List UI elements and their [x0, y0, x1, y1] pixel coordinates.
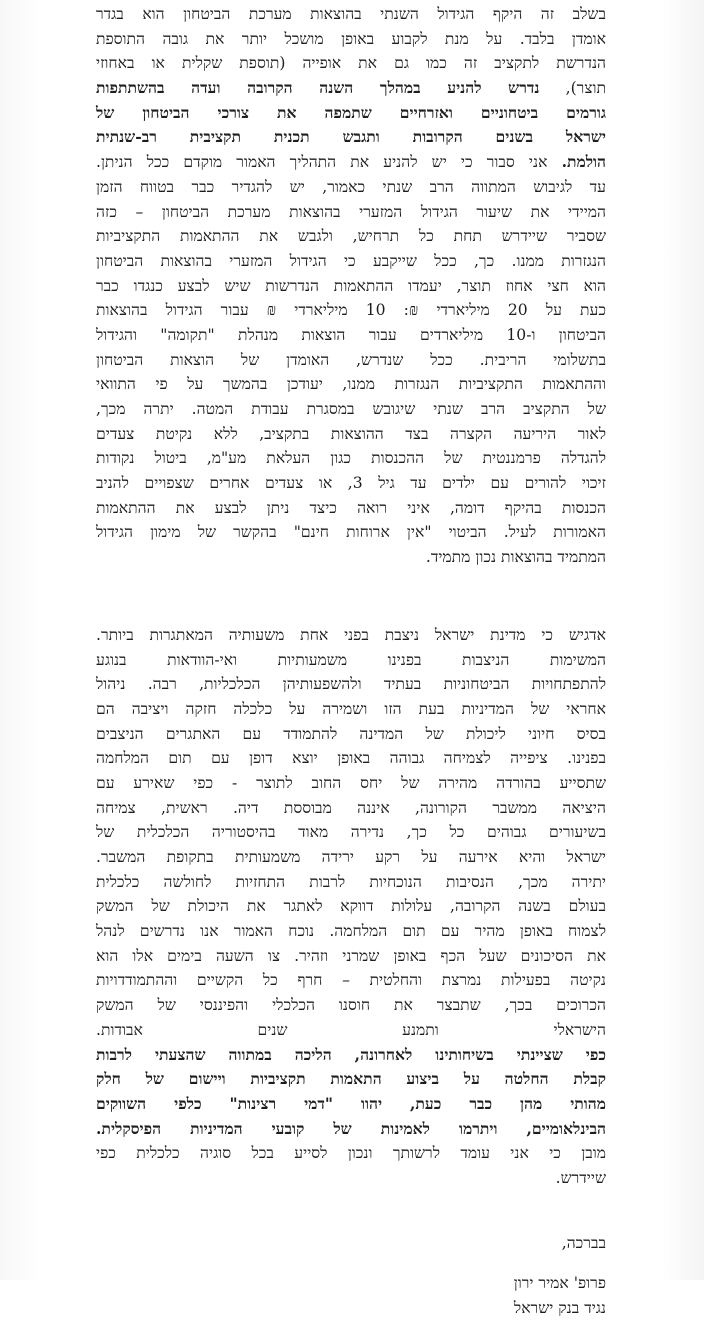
text-line — [96, 76, 606, 101]
text-line — [96, 101, 606, 126]
closing-spacer — [96, 1191, 606, 1231]
text-segment: הישראלי ותמנע שנים אבודות. — [96, 1020, 606, 1039]
text-segment: להגדלה פרמננטית של ההכנסות כגון העלאת מע"מ, ביטול נקודות — [96, 449, 606, 468]
text-line — [96, 796, 606, 821]
text-segment: של התקציב הרב שנתי שיגובש במסגרת עבודת המטה. יתרה מכך, — [96, 400, 606, 418]
text-line — [96, 1166, 606, 1191]
bold-text-segment: ישראל בשנים הקרובות ותגבש תכנית תקציבית רב-שנתית — [96, 127, 606, 147]
text-line — [96, 471, 606, 496]
text-line — [96, 348, 606, 373]
text-segment: בתשלומי הריבית. ככל שנדרש, האומדן של הוצאות הביטחון — [96, 350, 606, 369]
text-segment: הנגזרות ממנו. כך, ככל שייקבע כי הגידול המזערי בהוצאות הביטחון — [96, 251, 606, 270]
text-segment: הכרוכים בכך, שתבצר את חוסנו הכלכלי והפיננסי של המשק — [96, 996, 606, 1015]
text-segment: אדגיש כי מדינת ישראל ניצבת בפני אחת משעותיה המאתגרות ביותר. — [96, 625, 606, 644]
text-line — [96, 722, 606, 747]
text-segment: בעולם בשנה הקרובה, עלולות דווקא לאתגר את היכולת של המשק — [96, 897, 606, 916]
text-line — [96, 2, 606, 27]
text-line — [96, 496, 606, 521]
text-segment: שסביר שיידרש תחת כל תרחיש, ולגבש את ההתאמות התקציביות — [96, 227, 606, 246]
text-line — [96, 446, 606, 471]
text-segment: וההתאמות התקציביות הנגזרות ממנו, יעודכן בהמשך על פי התוואי — [96, 375, 606, 394]
text-segment: ישראל והיא אירעה על רקע ירידה משמעותית בתקופת המשבר. — [96, 848, 606, 866]
text-segment: לאור היריעה הקצרה בצד ההוצאות בתקציב, ללא נקיטת צעדים — [96, 424, 606, 443]
paragraph-spacer — [96, 570, 606, 623]
text-line — [96, 1117, 606, 1142]
closing-block — [96, 1231, 606, 1321]
text-line — [96, 845, 606, 870]
text-segment: היציאה ממשבר הקורונה, איננה מבוססת דיה. ראשית, צמיחה — [96, 798, 606, 817]
text-line — [96, 298, 606, 323]
text-line — [96, 870, 606, 895]
text-line — [96, 397, 606, 422]
text-line — [96, 1018, 606, 1043]
bold-text-segment: גורמים ביטחוניים ואזרחיים שתמפה את צורכי הביטחון של — [96, 102, 606, 122]
text-line — [96, 993, 606, 1018]
text-segment: אחראי של המדיניות בעת הזו ושמירה על כלכלה חזקה ויציבה הם — [96, 699, 606, 718]
text-line — [96, 249, 606, 274]
text-line — [96, 372, 606, 397]
bold-text-segment: הולמת. — [561, 152, 606, 172]
text-segment: הנדרשת לתקציב זה כמו גם את אופייה (תוספת שקלית או באחוזי — [96, 54, 606, 73]
text-segment: בשיעורים גבוהים כל כך, נדירה מאוד בהיסטוריה הכלכלית של — [96, 823, 606, 842]
text-line — [96, 1043, 606, 1068]
text-line — [96, 820, 606, 845]
text-segment: כעת על 20 מיליארדי ₪: 10 מיליארדי ₪ עבור הגידול בהוצאות — [96, 301, 606, 320]
text-segment: אני סבור כי יש להניע את התהליך האמור מוקדם ככל הניתן. — [96, 153, 562, 172]
text-segment: שיידרש. — [555, 1168, 606, 1187]
bold-text-segment: מהותי מהן כבר כעת, יהוו "דמי רצינות" כלפי השווקים — [96, 1093, 606, 1113]
letter-page — [96, 2, 606, 1321]
text-segment: המשימות הניצבות בפנינו משמעותיות ואי-הוודאות בנוגע — [96, 650, 606, 669]
bold-text-segment: קבלת החלטה על ביצוע התאמות תקציביות ויישום של חלק — [96, 1069, 606, 1089]
text-line — [96, 520, 606, 545]
text-segment: שתסייע בהורדה מהירה של יחס החוב לתוצר - כפי שאירע עם — [96, 773, 606, 792]
text-line — [96, 944, 606, 969]
text-line — [96, 672, 606, 697]
text-line — [96, 150, 606, 175]
signature-spacer — [96, 1255, 606, 1271]
text-segment: את הסיכונים שעל הכף באופן שמרני וזהיר. צו השעה בימים אלו הוא — [96, 946, 606, 965]
text-segment: הכנסות בהיקף דומה, איני רואה כיצד ניתן לבצע את ההתאמות — [96, 498, 606, 517]
text-line — [96, 746, 606, 771]
text-segment: הוא חצי אחוז תוצר, יעמדו ההתאמות הנדרשות שיש לבצע כנגדו כבר — [96, 276, 606, 295]
text-segment: לצמוח באופן מהיר עם תום המלחמה. נוכח האמור אנו נדרשים לנהל — [96, 922, 606, 941]
text-segment: המתמיד בהוצאות נכון מתמיד. — [425, 548, 606, 567]
bold-text-segment: כפי שציינתי בשיחותינו לאחרונה, הליכה במתווה שהצעתי לרבות — [96, 1044, 606, 1064]
bold-text-segment: הבינלאומיים, ויתרמו לאמינות של קובעי המדיניות הפיסקלית. — [96, 1118, 606, 1138]
text-line — [96, 422, 606, 447]
text-line — [96, 771, 606, 796]
text-segment: בסיס חיוני ליכולת של המדינה להתמודד עם האתגרים הניצבים — [96, 724, 606, 743]
text-line — [96, 224, 606, 249]
paragraph-budget-adjustments — [96, 2, 606, 570]
text-line — [96, 697, 606, 722]
text-line — [96, 27, 606, 52]
text-segment: מובן כי אני עומד לרשותך ונכון לסייע בכל סוגיה כלכלית כפי — [96, 1144, 606, 1163]
text-line — [96, 1092, 606, 1117]
text-line — [96, 968, 606, 993]
text-line — [96, 545, 606, 570]
text-segment: האמורות לעיל. הביטוי "אין ארוחות חינם" בהקשר של מימון הגידול — [96, 523, 606, 542]
text-segment: תוצר), — [539, 79, 607, 98]
text-line — [96, 274, 606, 299]
text-line — [96, 200, 606, 225]
text-segment: המיידי את שיעור הגידול המזערי בהוצאות מערכת הביטחון – כזה — [96, 202, 606, 221]
text-segment: אומדן בלבד. על מנת לקבוע באופן מושכל יותר את גובה התוספת — [96, 29, 606, 48]
signature-name: פרופ' אמיר ירון — [513, 1274, 606, 1293]
text-line — [96, 51, 606, 76]
signature-title: נגיד בנק ישראל — [513, 1299, 606, 1317]
text-segment: להתפתחויות הביטחוניות בעתיד ולהשפעותיהן הכלכליות, רבה. ניהול — [96, 675, 606, 694]
bold-text-segment: נדרש להניע במהלך השנה הקרובה ועדה בהשתתפות — [96, 78, 540, 98]
text-line — [96, 1141, 606, 1166]
text-line — [96, 919, 606, 944]
text-segment: בשלב זה היקף הגידול השנתי בהוצאות מערכת הביטחון הוא בגדר — [96, 5, 606, 23]
text-segment: הביטחון ו-10 מיליארדים עבור הוצאות מנהלת "תקומה" והגידול — [96, 325, 606, 344]
text-line — [96, 894, 606, 919]
text-line — [96, 648, 606, 673]
text-segment: זיכוי להורים עם ילדים עד גיל 3, או צעדים אחרים שצפויים להניב — [96, 474, 606, 493]
text-segment: יתירה מכך, הנסיבות הנוכחיות לרבות התחזיות לחולשה כלכלית — [96, 872, 606, 891]
text-segment: בפנינו. ציפייה לצמיחה גבוהה באופן יוצא דופן עם תום המלחמה — [96, 749, 606, 768]
text-line — [96, 175, 606, 200]
text-line — [96, 1067, 606, 1092]
text-segment: עד לגיבוש המתווה הרב שנתי כאמור, יש להגדיר כבר בטווח הזמן — [96, 177, 606, 196]
text-segment: נקיטה בפעילות נמרצת והחלטית – חרף כל הקשיים וההתמודדויות — [96, 971, 606, 990]
text-line — [96, 125, 606, 150]
closing-greeting: בברכה, — [561, 1233, 606, 1252]
text-line — [96, 323, 606, 348]
text-line — [96, 623, 606, 648]
paragraph-economic-risks — [96, 623, 606, 1191]
